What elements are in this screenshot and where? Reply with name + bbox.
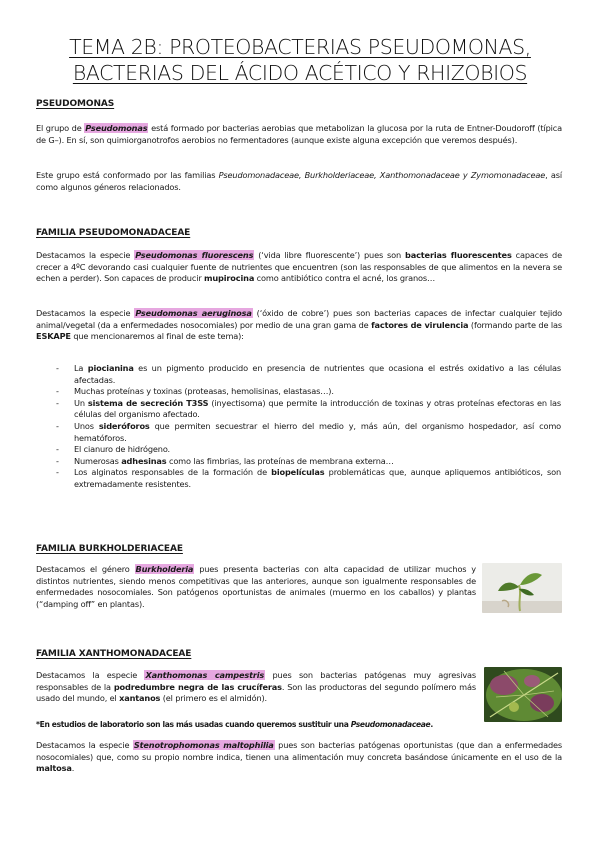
highlight-species: Xanthomonas campestris [145,670,265,680]
bold-term: piocianina [87,363,134,373]
black-rot-leaf-photo [484,667,562,722]
text-run: Destacamos la especie [36,250,135,260]
list-item [56,456,561,468]
text-run: pues son bacterias patógenas oportunistas (que dan a enfermedades nosocomiales) que, como su propio nombre indica, tienen una alimentación muy concreta basándose únicamente en el uso de la [36,740,562,762]
bold-term: factores de virulencia [371,319,469,330]
leaf-image [484,667,562,722]
text-run: Un [74,397,88,408]
highlight-species: Pseudomonas aeruginosa [135,308,252,318]
bold-term: sistema de secreción T3SS [87,397,209,408]
bold-term: adhesinas [121,455,167,466]
bold-term: biopelículas [271,467,325,478]
text-run: como las fimbrias, las proteínas de membrana externa… [166,455,394,466]
lab-note [36,719,562,731]
text-run: problemáticas que, aunque apliquemos antibióticos, son extremadamente resistentes. [74,467,561,489]
text-run: que permiten secuestrar el hierro del medio y, más aún, del organismo hospedador, así como hematóforos. [74,420,561,443]
virulence-factors-list [56,363,561,491]
text-run: Unos [74,420,99,431]
bold-term: maltosa [36,763,72,774]
list-item [56,421,561,444]
list-item [56,386,561,398]
bold-term: sideróforos [98,420,150,431]
paragraph-p-aeruginosa [36,308,562,343]
paragraph-stenotrophomonas [36,740,562,775]
paragraph-xanthomonas [36,670,476,705]
list-item [56,444,561,456]
text-run: está formado por bacterias aerobias que metabolizan la glucosa por la ruta de Entner-Doudoroff (típica de G–). En sí, son quimiorganotrofos aerobios no fermentadores (aunque existe alguna excepción que veremos después). [36,123,562,145]
title-line-1: TEMA 2B: PROTEOBACTERIAS PSEUDOMONAS, [69,35,531,59]
text-run: (formando parte de las [468,319,562,330]
title-line-2: BACTERIAS DEL ÁCIDO ACÉTICO Y RHIZOBIOS [72,61,528,85]
page-title [40,34,560,86]
text-run: *En estudios de laboratorio son las más usadas cuando queremos sustituir una [36,720,351,729]
paragraph-p-fluorescens [36,250,562,285]
heading-pseudomonas: PSEUDOMONAS [36,99,115,109]
heading-burkholderiaceae: FAMILIA BURKHOLDERIACEAE [36,544,183,554]
text-run: es un pigmento producido en presencia de nutrientes que ocasiona el estrés oxidativo a las células afectadas. [74,363,561,385]
text-run: Destacamos la especie [36,670,145,680]
text-run: . [71,763,75,774]
seedling-damping-off-photo [482,563,562,613]
paragraph-burkholderia [36,564,476,610]
text-run: pues presenta bacterias con alta capacidad de utilizar muchos y distintos nutrientes, siendo menos competitivas que las anteriores, aunque son igualmente responsables de enfermedades nosocomiales. Son patógenos oportunistas de animales (muermo en los caballos) y plantas (“damping off” en plantas). [36,564,476,609]
text-run: pues son bacterias patógenas muy agresivas responsables de la [36,670,477,692]
paragraph-pseudomonas-families [36,170,562,193]
list-item [56,467,561,490]
text-run: (inyectisoma) que permite la introducción de toxinas y otras proteínas efectoras en las células del organismo afectado. [74,397,561,420]
text-run: Destacamos la especie [36,740,133,750]
text-run: Los alginatos responsables de la formación de [74,467,272,478]
highlight-species: Pseudomonas fluorescens [135,250,254,260]
heading-pseudomonadaceae: FAMILIA PSEUDOMONADACEAE [36,228,191,238]
text-run: Numerosas [74,455,122,466]
bold-term: podredumbre negra de las crucíferas [113,681,282,692]
text-run: (‘vida libre fluorescente’) pues son [254,250,405,260]
text-run: (el primero es el almidón). [160,693,267,704]
bold-term: mupirocina [203,273,255,284]
seedling-image [482,563,562,613]
text-run: (‘óxido de cobre’) pues son bacterias capaces de infectar cualquier tejido animal/vegetal (da a enfermedades nosocomiales) por medio de una gran gama de [36,308,562,330]
text-run: que mencionaremos al final de este tema): [70,331,244,342]
highlight-genus: Burkholderia [135,564,194,574]
text-run: . Son las productoras del segundo polímero más usado del mundo, el [36,681,476,704]
text-run: Muchas proteínas y toxinas (proteasas, hemolisinas, elastasas…). [74,386,334,397]
text-run: capaces de crecer a 4ºC devorando casi cualquier fuente de nutrientes que encuentren (son las responsables de que alimentos en la nevera se echen a perder). Son capaces de producir [36,250,562,284]
text-run: El cianuro de hidrógeno. [74,444,171,455]
paragraph-pseudomonas-intro [36,123,562,146]
bold-term: bacterias fluorescentes [404,250,512,260]
text-run: . [430,720,433,729]
highlight-species: Stenotrophomonas maltophilia [133,740,274,750]
text-run: Destacamos el género [36,564,135,574]
text-run: La [74,363,88,373]
list-item [56,363,561,386]
bold-term: ESKAPE [36,331,71,342]
families-list: Pseudomonadaceae, Burkholderiaceae, Xanthomonadaceae y Zymomonadaceae [218,170,546,180]
list-item [56,398,561,421]
heading-xanthomonadaceae: FAMILIA XANTHOMONADACEAE [36,649,192,659]
text-run: Este grupo está conformado por las familias [36,170,219,180]
highlight-genus: Pseudomonas [85,123,148,133]
text-run: Destacamos la especie [36,308,135,318]
text-run: , así como algunos géneros relacionados. [36,170,562,192]
text-run: como antibiótico contra el acné, los granos… [254,273,436,284]
text-run: El grupo de [36,123,85,133]
bold-term: xantanos [119,693,161,704]
italic-term: Pseudomonadaceae [350,720,431,729]
